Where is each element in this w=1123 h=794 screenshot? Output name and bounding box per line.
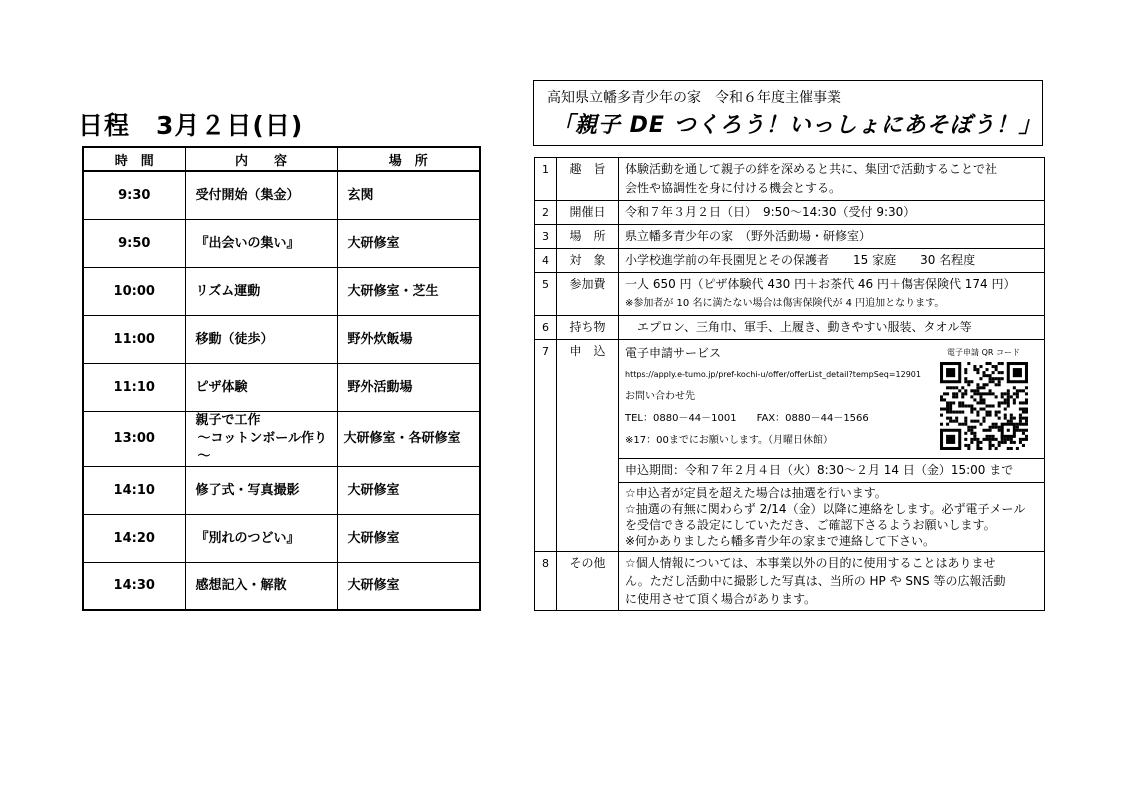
info-row-items xyxy=(535,316,1045,340)
row-content: 修了式・写真撮影 xyxy=(185,467,337,515)
event-title: 「親子 DE つくろう！いっしょにあそぼう！」 xyxy=(552,113,1042,138)
row-value: 県立幡多青少年の家 （野外活動場・研修室） xyxy=(619,225,1045,249)
info-row-place xyxy=(535,225,1045,249)
apply-url: https://apply.e-tumo.jp/pref-kochi-u/offer/offerList_detail?tempSeq=12901 xyxy=(625,370,921,379)
table-row xyxy=(83,364,480,412)
apply-service: 電子申請サービス xyxy=(625,346,722,360)
apply-note: を受信できる設定にしていただき、ご確認下さるようお願いします。 xyxy=(625,518,996,532)
row-value: エプロン、三角巾、軍手、上履き、動きやすい服装、タオル等 xyxy=(619,316,1045,340)
table-row xyxy=(83,412,480,467)
info-row-purpose xyxy=(535,158,1045,201)
col-place-header: 場 所 xyxy=(337,147,480,171)
contact-phone: TEL：0880－44－1001 FAX：0880－44－1566 xyxy=(625,413,869,424)
row-content: 『出会いの集い』 xyxy=(185,220,337,268)
info-row-apply xyxy=(535,340,1045,459)
row-value xyxy=(619,158,1045,201)
table-row xyxy=(83,316,480,364)
row-time: 10:00 xyxy=(83,268,185,316)
qr-code-icon[interactable] xyxy=(940,362,1028,450)
row-content: 感想記入・解散 xyxy=(185,563,337,611)
row-label: 持ち物 xyxy=(557,316,619,340)
table-row xyxy=(83,268,480,316)
row-number: 3 xyxy=(535,225,557,249)
row-label: 対 象 xyxy=(557,249,619,273)
info-row-date xyxy=(535,201,1045,225)
event-info-table xyxy=(534,157,1045,611)
row-content: リズム運動 xyxy=(185,268,337,316)
table-row xyxy=(83,515,480,563)
row-number: 5 xyxy=(535,273,557,316)
row-number: 7 xyxy=(535,340,557,552)
contact-hours: ※17：00までにお願いします。（月曜日休館） xyxy=(625,435,834,446)
apply-note: ☆抽選の有無に関わらず 2/14（金）以降に連絡をします。必ず電子メール xyxy=(625,502,1026,516)
row-place: 大研修室 xyxy=(337,220,480,268)
row-time: 11:10 xyxy=(83,364,185,412)
purpose-line1: 体験活動を通して親子の絆を深めると共に、集団で活動することで社 xyxy=(625,162,998,176)
table-row xyxy=(83,563,480,611)
col-content-header: 内 容 xyxy=(185,147,337,171)
schedule-title: 日程 3月２日(日) xyxy=(78,111,304,140)
table-row xyxy=(83,171,480,220)
row-time: 14:20 xyxy=(83,515,185,563)
row-content xyxy=(185,412,337,467)
row-place: 野外炊飯場 xyxy=(337,316,480,364)
row-label: 申 込 xyxy=(557,340,619,552)
row-content: ピザ体験 xyxy=(185,364,337,412)
row-place: 大研修室 xyxy=(337,563,480,611)
row-time: 14:10 xyxy=(83,467,185,515)
table-row xyxy=(83,467,480,515)
schedule-table xyxy=(82,146,481,611)
row-number: 6 xyxy=(535,316,557,340)
row-label: その他 xyxy=(557,552,619,611)
row-label: 開催日 xyxy=(557,201,619,225)
row-place: 大研修室・芝生 xyxy=(337,268,480,316)
info-row-other xyxy=(535,552,1045,611)
row-time: 14:30 xyxy=(83,563,185,611)
row-time: 9:50 xyxy=(83,220,185,268)
row-place: 大研修室・各研修室 xyxy=(337,412,480,467)
row-value: 令和７年３月２日（日） 9:50～14:30（受付 9:30） xyxy=(619,201,1045,225)
purpose-line2: 会性や協調性を身に付ける機会とする。 xyxy=(625,181,842,195)
row-value xyxy=(619,552,1045,611)
row-number: 1 xyxy=(535,158,557,201)
qr-label: 電子申請 QR コード xyxy=(947,348,1020,357)
apply-notes xyxy=(619,483,1045,552)
row-value: 小学校進学前の年長園児とその保護者 15 家庭 30 名程度 xyxy=(619,249,1045,273)
row-content-line1: 親子で工作 xyxy=(195,413,261,428)
other-line: に使用させて頂く場合があります。 xyxy=(625,592,817,606)
row-content: 『別れのつどい』 xyxy=(185,515,337,563)
row-place: 野外活動場 xyxy=(337,364,480,412)
row-place: 玄関 xyxy=(337,171,480,220)
event-organizer: 高知県立幡多青少年の家 令和６年度主催事業 xyxy=(547,90,841,106)
row-number: 8 xyxy=(535,552,557,611)
row-time: 13:00 xyxy=(83,412,185,467)
row-number: 4 xyxy=(535,249,557,273)
apply-period: 申込期間：令和７年２月４日（火）8:30～２月 14 日（金）15:00 まで xyxy=(619,459,1045,483)
row-content: 受付開始（集金） xyxy=(185,171,337,220)
row-content: 移動（徒歩） xyxy=(185,316,337,364)
apply-note: ※何かありましたら幡多青少年の家まで連絡して下さい。 xyxy=(625,534,936,548)
row-value xyxy=(619,340,1045,459)
table-row xyxy=(83,220,480,268)
row-time: 9:30 xyxy=(83,171,185,220)
info-row-fee xyxy=(535,273,1045,316)
row-value xyxy=(619,273,1045,316)
row-time: 11:00 xyxy=(83,316,185,364)
fee-note: ※参加者が 10 名に満たない場合は傷害保険代が 4 円追加となります。 xyxy=(625,298,945,309)
other-line: ☆個人情報については、本事業以外の目的に使用することはありませ xyxy=(625,556,996,570)
info-row-target xyxy=(535,249,1045,273)
col-time-header: 時 間 xyxy=(83,147,185,171)
contact-label: お問い合わせ先 xyxy=(625,391,695,402)
other-line: ん。ただし活動中に撮影した写真は、当所の HP や SNS 等の広報活動 xyxy=(625,574,1006,588)
schedule-header-row xyxy=(83,147,480,171)
row-place: 大研修室 xyxy=(337,467,480,515)
row-content-line2: ～コットンボール作り～ xyxy=(197,431,327,464)
row-place: 大研修室 xyxy=(337,515,480,563)
row-label: 場 所 xyxy=(557,225,619,249)
apply-note: ☆申込者が定員を超えた場合は抽選を行います。 xyxy=(625,486,887,500)
row-label: 参加費 xyxy=(557,273,619,316)
row-label: 趣 旨 xyxy=(557,158,619,201)
row-number: 2 xyxy=(535,201,557,225)
fee-text: 一人 650 円（ピザ体験代 430 円＋お茶代 46 円＋傷害保険代 174 円） xyxy=(625,277,1016,291)
